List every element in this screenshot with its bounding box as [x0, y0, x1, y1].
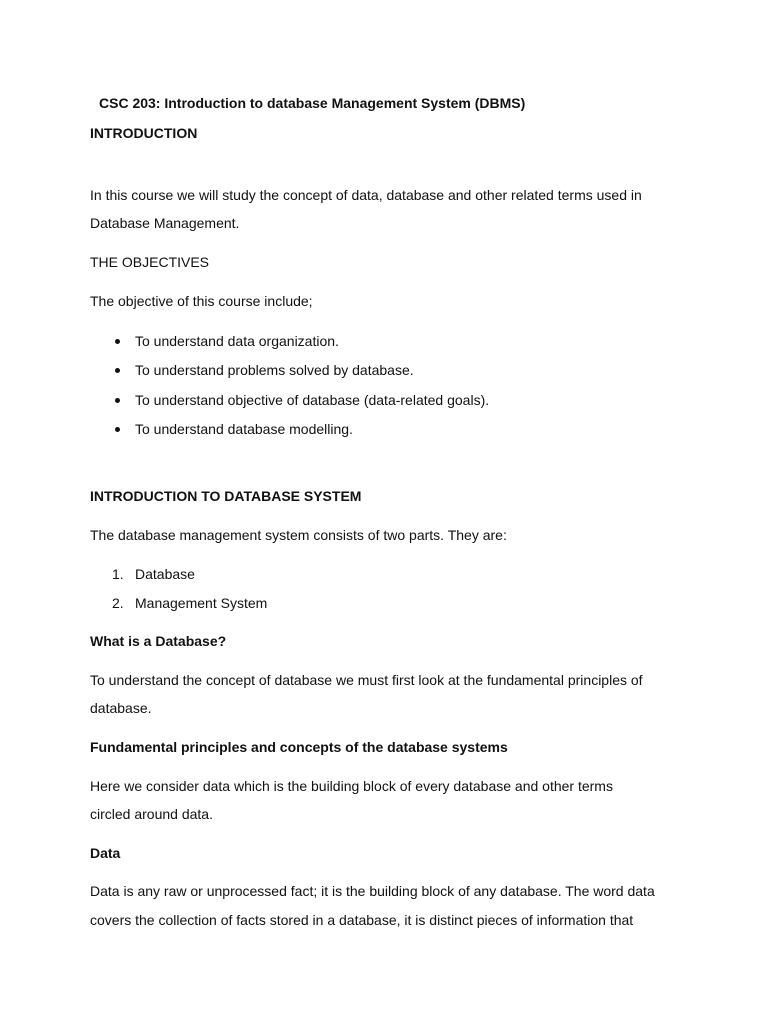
db-part-item: Management System: [135, 595, 268, 611]
bullet-icon: [113, 391, 121, 409]
objectives-heading: THE OBJECTIVES: [90, 254, 210, 270]
what-is-db-paragraph-line-2: database.: [90, 700, 152, 716]
db-system-heading: INTRODUCTION TO DATABASE SYSTEM: [90, 488, 362, 504]
objective-item: To understand database modelling.: [135, 421, 353, 437]
course-title: CSC 203: Introduction to database Management System (DBMS): [99, 95, 526, 111]
objectives-lead: The objective of this course include;: [90, 293, 313, 309]
bullet-icon: [113, 361, 121, 379]
objective-item: To understand objective of database (data-related goals).: [135, 392, 490, 408]
list-number: 2.: [112, 595, 124, 611]
data-heading: Data: [90, 845, 121, 861]
list-number: 1.: [112, 566, 124, 582]
data-paragraph-line-2: covers the collection of facts stored in a database, it is distinct pieces of information that: [90, 912, 634, 928]
db-part-item: Database: [135, 566, 195, 582]
bullet-icon: [113, 420, 121, 438]
introduction-heading: INTRODUCTION: [90, 125, 198, 141]
what-is-db-heading: What is a Database?: [90, 633, 227, 649]
what-is-db-paragraph-line-1: To understand the concept of database we must first look at the fundamental principles of: [90, 672, 643, 688]
data-paragraph-line-1: Data is any raw or unprocessed fact; it is the building block of any database. The word data: [90, 883, 655, 899]
fundamentals-paragraph-line-2: circled around data.: [90, 806, 213, 822]
fundamentals-paragraph-line-1: Here we consider data which is the building block of every database and other terms: [90, 778, 613, 794]
bullet-icon: [113, 332, 121, 350]
introduction-paragraph-line-1: In this course we will study the concept of data, database and other related terms used in: [90, 187, 642, 203]
objective-item: To understand data organization.: [135, 333, 339, 349]
db-system-lead: The database management system consists of two parts. They are:: [90, 527, 507, 543]
introduction-paragraph-line-2: Database Management.: [90, 215, 240, 231]
objective-item: To understand problems solved by database.: [135, 362, 414, 378]
fundamentals-heading: Fundamental principles and concepts of the database systems: [90, 739, 508, 755]
